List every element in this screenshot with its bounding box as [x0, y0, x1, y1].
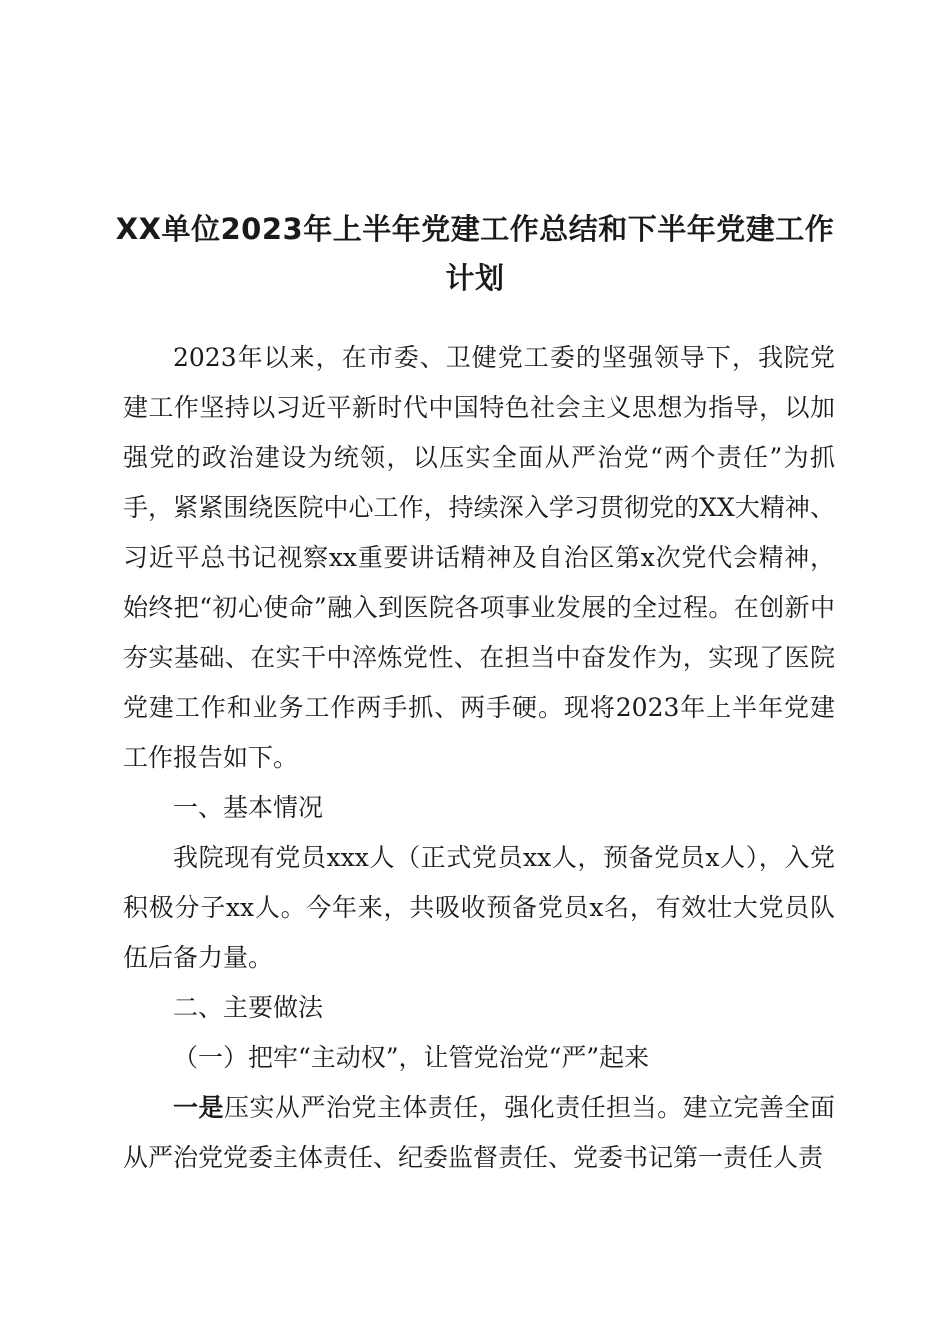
document-title [110, 205, 840, 303]
basic-situation-paragraph: 我院现有党员xxx人（正式党员xx人，预备党员x人），入党积极分子xx人。今年来，共吸收预备党员x名，有效壮大党员队伍后备力量。 [123, 843, 835, 972]
subsection-heading-1: （一）把牢“主动权”，让管党治党“严”起来 [173, 1043, 650, 1072]
title-line-1: XX单位2023年上半年党建工作总结和下半年党建工作 [115, 212, 835, 246]
point-one-paragraph [123, 1083, 835, 1183]
document-body [123, 333, 835, 1183]
title-line-2: 计划 [445, 261, 505, 295]
point-one-lead: 一是 [173, 1093, 224, 1122]
intro-paragraph: 2023年以来，在市委、卫健党工委的坚强领导下，我院党建工作坚持以习近平新时代中国特色社会主义思想为指导，以加强党的政治建设为统领，以压实全面从严治党“两个责任”为抓手，紧紧围绕医院中心工作，持续深入学习贯彻党的XX大精神、习近平总书记视察xx重要讲话精神及自治区第x次党代会精神，始终把“初心使命”融入到医院各项事业发展的全过程。在创新中夯实基础、在实干中淬炼党性、在担当中奋发作为，实现了医院党建工作和业务工作两手抓、两手硬。现将2023年上半年党建工作报告如下。 [123, 343, 835, 772]
section-heading-main-practices: 二、主要做法 [173, 993, 324, 1022]
section-heading-basic-situation: 一、基本情况 [173, 793, 324, 822]
point-one-text: 压实从严治党主体责任，强化责任担当。建立完善全面从严治党党委主体责任、纪委监督责任、党委书记第一责任人责 [123, 1093, 835, 1172]
